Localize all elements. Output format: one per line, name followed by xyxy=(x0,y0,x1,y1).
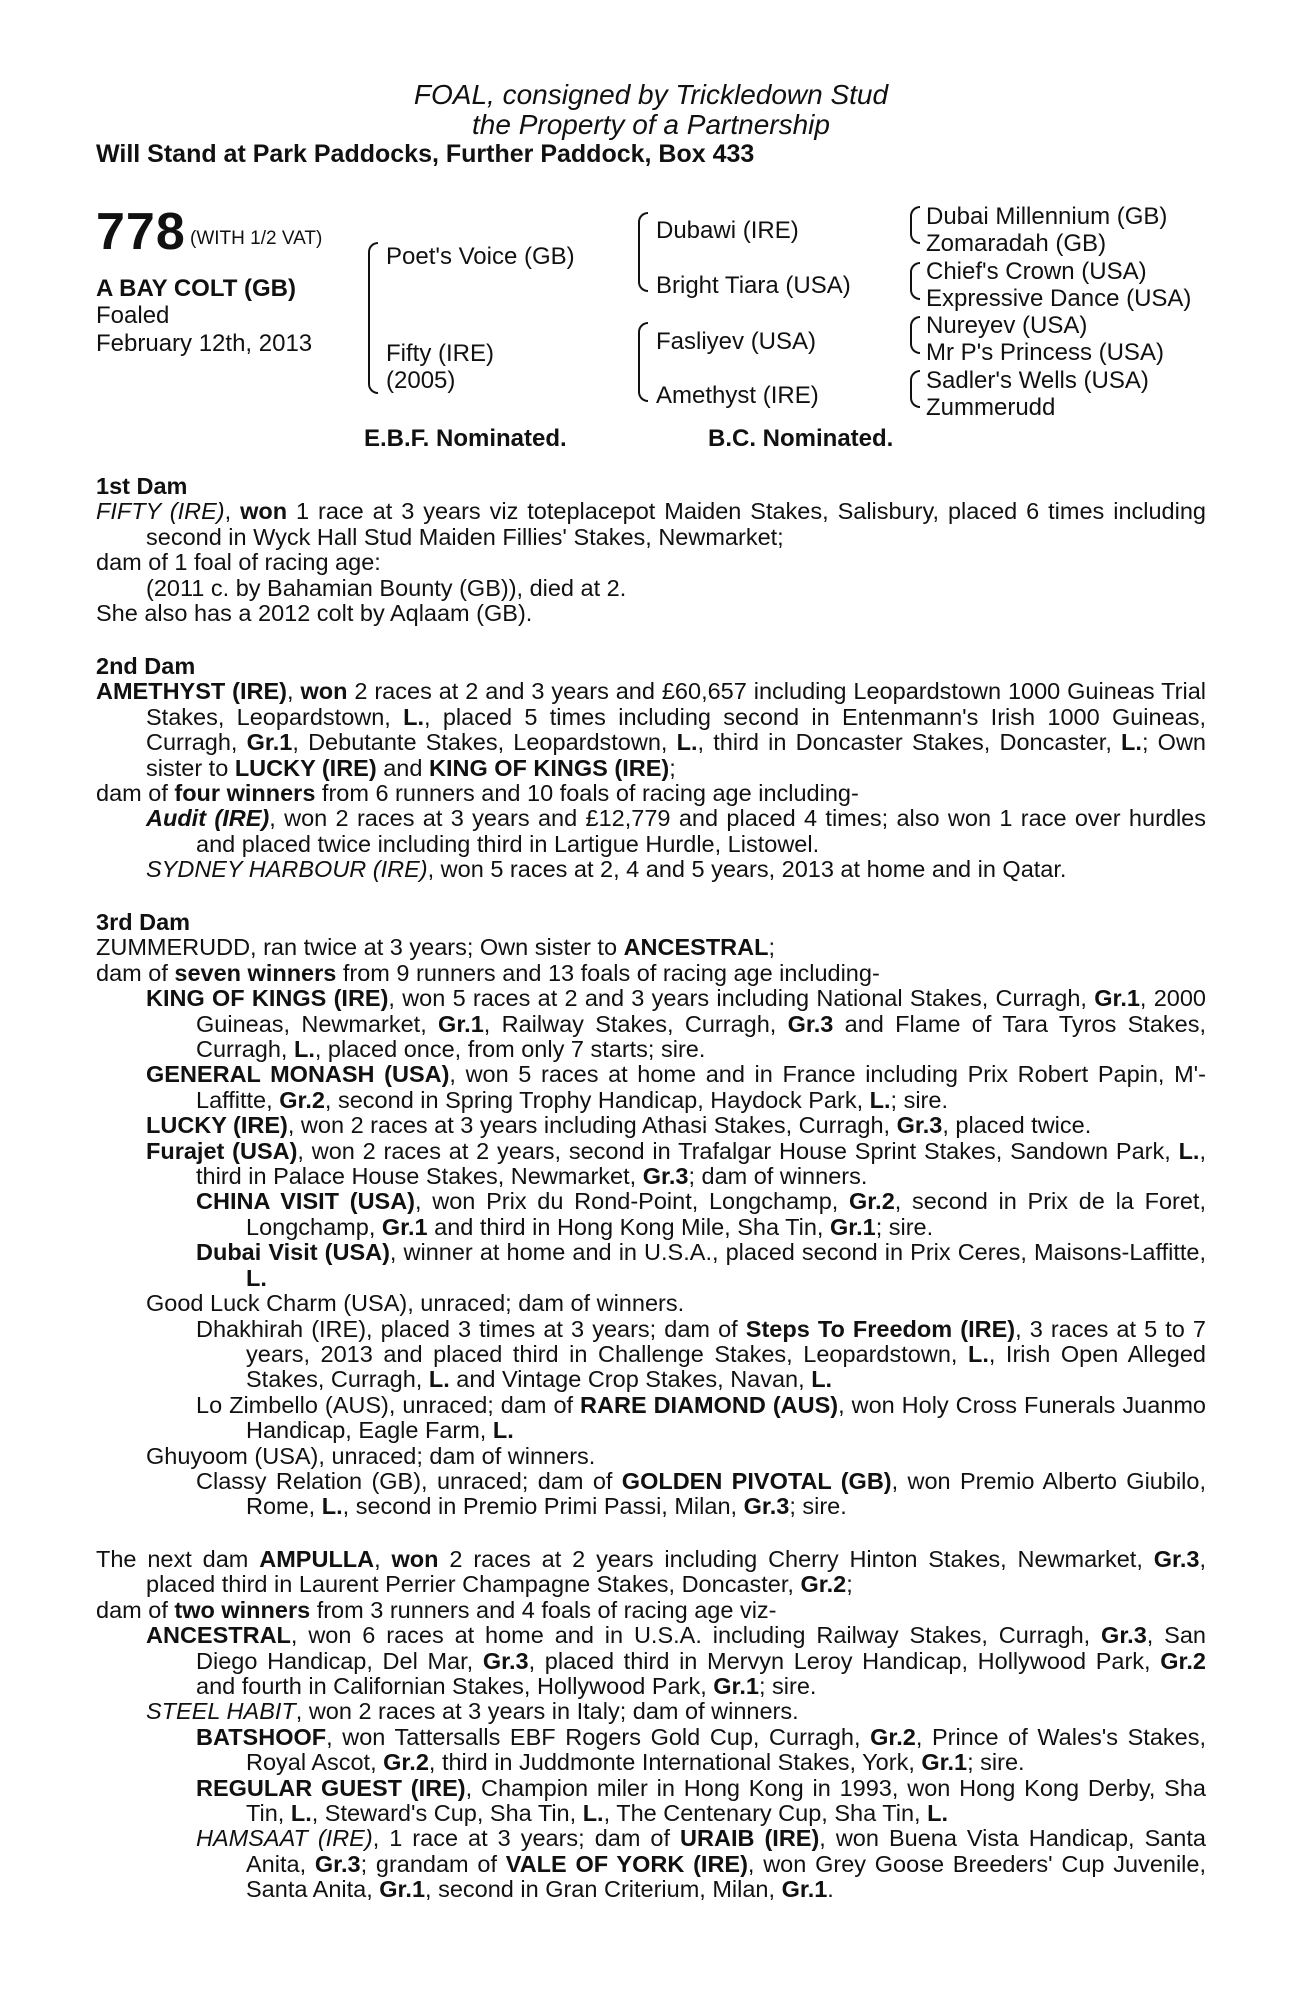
ped-sss: Dubai Millennium (GB) xyxy=(926,203,1168,230)
third-dam-heading: 3rd Dam xyxy=(96,909,191,935)
lo-zimbello-entry: Lo Zimbello (AUS), unraced; dam of RARE DIAMOND (AUS), won Holy Cross Funerals Juanmo Handicap, Eagle Farm, L. xyxy=(196,1391,1206,1444)
ped-sdd: Expressive Dance (USA) xyxy=(926,285,1192,312)
batshoof-entry: BATSHOOF, won Tattersalls EBF Rogers Gold Cup, Curragh, Gr.2, Prince of Wales's Stakes, Royal Ascot, Gr.2, third in Juddmonte International Stakes, York, Gr.1; sire. xyxy=(196,1723,1206,1776)
audit-entry: Audit (IRE), won 2 races at 3 years and £12,779 and placed 4 times; also won 1 race over hurdles and placed twice including third in Lartigue Hurdle, Listowel. xyxy=(146,805,1207,857)
ancestral-entry: ANCESTRAL, won 6 races at home and in U.S.A. including Railway Stakes, Curragh, Gr.3, San Diego Handicap, Del Mar, Gr.3, placed third in Mervyn Leroy Handicap, Hollywood Park, Gr.2 and fourth in Californian Stakes, Hollywood Park, Gr.1; sire. xyxy=(146,1622,1206,1700)
next-dam-section xyxy=(96,1547,1206,1903)
sire-bracket xyxy=(638,212,648,292)
furajet-entry: Furajet (USA), won 2 races at 2 years, second in Trafalgar House Sprint Stakes, Sandown Park, L., third in Palace House Stakes, Newmarket, Gr.3; dam of winners. xyxy=(146,1137,1206,1190)
lot-title: A BAY COLT (GB) xyxy=(96,275,297,302)
ped-ssd: Zomaradah (GB) xyxy=(926,230,1107,257)
first-dam-section xyxy=(96,474,1206,626)
ped-sds: Chief's Crown (USA) xyxy=(926,258,1147,285)
first-dam-foal-2011: (2011 c. by Bahamian Bounty (GB)), died at 2. xyxy=(146,574,627,601)
dam-sire: Fasliyev (USA) xyxy=(656,328,817,355)
ped-dsd: Mr P's Princess (USA) xyxy=(926,339,1164,366)
king-of-kings-entry: KING OF KINGS (IRE), won 5 races at 2 and 3 years including National Stakes, Curragh, Gr.1, 2000 Guineas, Newmarket, Gr.1, Railway Stakes, Curragh, Gr.3 and Flame of Tara Tyros Stakes, Curragh, L., placed once, from only 7 starts; sire. xyxy=(146,985,1206,1063)
consignor-line: FOAL, consigned by Trickledown Stud xyxy=(413,79,889,110)
general-monash-entry: GENERAL MONASH (USA), won 5 races at home and in France including Prix Robert Papin, M'-Laffitte, Gr.2, second in Spring Trophy Handicap, Haydock Park, L.; sire. xyxy=(146,1061,1206,1113)
dubai-visit-entry: Dubai Visit (USA), winner at home and in U.S.A., placed second in Prix Ceres, Maisons-Laffitte, L. xyxy=(196,1239,1206,1291)
third-dam-section xyxy=(96,910,1206,1520)
good-luck-charm-entry: Good Luck Charm (USA), unraced; dam of winners. xyxy=(146,1290,685,1317)
sire-sire: Dubawi (IRE) xyxy=(656,217,799,244)
second-dam-heading: 2nd Dam xyxy=(96,653,196,679)
first-dam-2012: She also has a 2012 colt by Aqlaam (GB). xyxy=(96,600,533,627)
bracket-dd xyxy=(910,370,920,408)
vat-note: (WITH 1/2 VAT) xyxy=(190,228,323,249)
first-dam-foals: dam of 1 foal of racing age: xyxy=(96,549,381,576)
header xyxy=(96,80,1206,169)
ped-dss: Nureyev (USA) xyxy=(926,312,1088,339)
pedigree-bracket xyxy=(368,242,378,394)
dam: Fifty (IRE) xyxy=(386,340,494,367)
bc-nominated: B.C. Nominated. xyxy=(708,425,894,452)
foaled-date: February 12th, 2013 xyxy=(96,330,313,357)
bracket-ss xyxy=(910,206,920,244)
steel-habit-entry: STEEL HABIT, won 2 races at 3 years in Italy; dam of winners. xyxy=(146,1698,799,1725)
second-dam-winners: dam of four winners from 6 runners and 10 foals of racing age including- xyxy=(96,780,859,807)
second-dam-section xyxy=(96,654,1206,883)
stand-line: Will Stand at Park Paddocks, Further Paddock, Box 433 xyxy=(96,140,755,168)
sire: Poet's Voice (GB) xyxy=(386,243,575,270)
classy-relation-entry: Classy Relation (GB), unraced; dam of GOLDEN PIVOTAL (GB), won Premio Alberto Giubilo, Rome, L., second in Premio Primi Passi, Milan, Gr.3; sire. xyxy=(196,1467,1206,1520)
sire-dam: Bright Tiara (USA) xyxy=(656,272,851,299)
third-dam-winners: dam of seven winners from 9 runners and 13 foals of racing age including- xyxy=(96,959,880,986)
dam-bracket xyxy=(638,322,648,402)
china-visit-entry: CHINA VISIT (USA), won Prix du Rond-Point, Longchamp, Gr.2, second in Prix de la Foret, Longchamp, Gr.1 and third in Hong Kong Mile, Sha Tin, Gr.1; sire. xyxy=(196,1188,1206,1240)
next-dam-winners: dam of two winners from 3 runners and 4 foals of racing age viz- xyxy=(96,1596,777,1623)
first-dam-text: FIFTY (IRE), won 1 race at 3 years viz toteplacepot Maiden Stakes, Salisbury, placed 6 times including second in Wyck Hall Stud Maiden Fillies' Stakes, Newmarket; xyxy=(96,498,1206,550)
dam-year: (2005) xyxy=(386,367,456,394)
dhakhirah-entry: Dhakhirah (IRE), placed 3 times at 3 years; dam of Steps To Freedom (IRE), 3 races at 5 to 7 years, 2013 and placed third in Challenge Stakes, Leopardstown, L., Irish Open Alleged Stakes, Curragh, L. and Vintage Crop Stakes, Navan, L. xyxy=(196,1315,1206,1393)
foaled-label: Foaled xyxy=(96,302,170,329)
bracket-sd xyxy=(910,262,920,300)
sydney-harbour-entry: SYDNEY HARBOUR (IRE), won 5 races at 2, 4 and 5 years, 2013 at home and in Qatar. xyxy=(146,856,1067,883)
bracket-ds xyxy=(910,316,920,354)
next-dam-text: The next dam AMPULLA, won 2 races at 2 years including Cherry Hinton Stakes, Newmarket, Gr.3, placed third in Laurent Perrier Champagne Stakes, Doncaster, Gr.2; xyxy=(96,1546,1206,1598)
ghuyoom-entry: Ghuyoom (USA), unraced; dam of winners. xyxy=(146,1442,596,1469)
lot-number: 778 xyxy=(96,203,186,261)
lucky-entry: LUCKY (IRE), won 2 races at 3 years including Athasi Stakes, Curragh, Gr.3, placed twice. xyxy=(146,1112,1092,1139)
third-dam-text: ZUMMERUDD, ran twice at 3 years; Own sister to ANCESTRAL; xyxy=(96,934,776,961)
hamsaat-entry: HAMSAAT (IRE), 1 race at 3 years; dam of URAIB (IRE), won Buena Vista Handicap, Santa Anita, Gr.3; grandam of VALE OF YORK (IRE), won Grey Goose Breeders' Cup Juvenile, Santa Anita, Gr.1, second in Gran Criterium, Milan, Gr.1. xyxy=(196,1825,1206,1903)
first-dam-heading: 1st Dam xyxy=(96,473,188,499)
regular-guest-entry: REGULAR GUEST (IRE), Champion miler in Hong Kong in 1993, won Hong Kong Derby, Sha Tin, L., Steward's Cup, Sha Tin, L., The Centenary Cup, Sha Tin, L. xyxy=(196,1774,1206,1827)
ebf-nominated: E.B.F. Nominated. xyxy=(364,425,567,452)
dam-dam: Amethyst (IRE) xyxy=(656,382,819,409)
property-line: the Property of a Partnership xyxy=(472,109,830,140)
ped-dds: Sadler's Wells (USA) xyxy=(926,367,1149,394)
second-dam-text: AMETHYST (IRE), won 2 races at 2 and 3 years and £60,657 including Leopardstown 1000 Guineas Trial Stakes, Leopardstown, L., placed 5 times including second in Entenmann's Irish 1000 Guineas, Curragh, Gr.1, Debutante Stakes, Leopardstown, L., third in Doncaster Stakes, Doncaster, L.; Own sister to LUCKY (IRE) and KING OF KINGS (IRE); xyxy=(96,678,1207,781)
ped-ddd: Zummerudd xyxy=(926,394,1056,421)
